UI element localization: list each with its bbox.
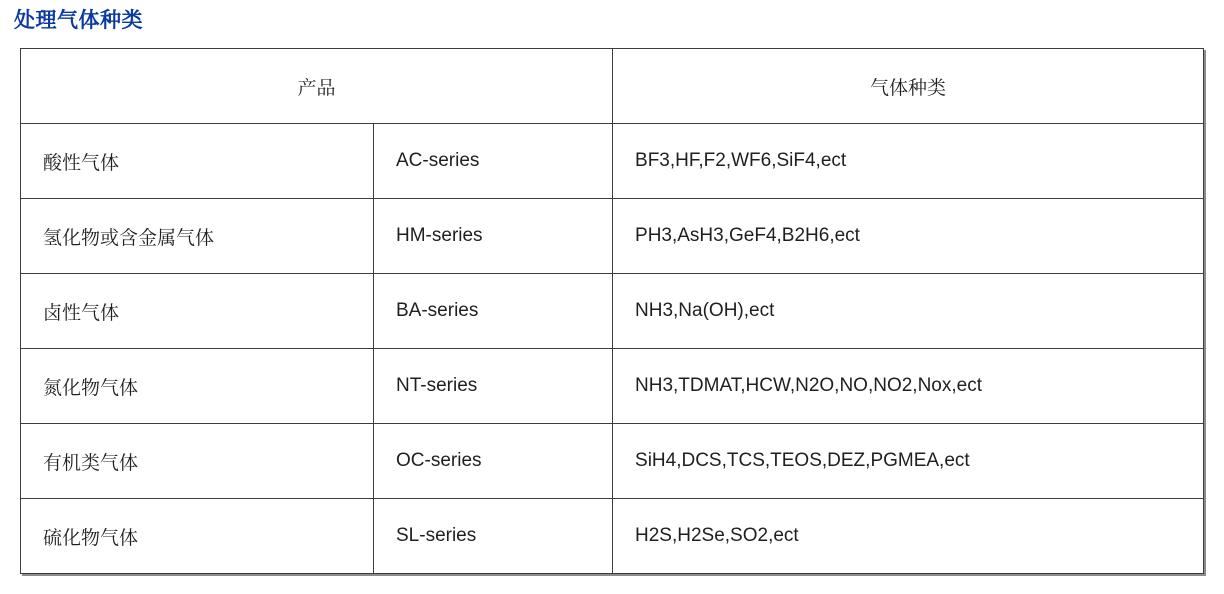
table-row	[21, 349, 1204, 424]
cell-series: BA-series	[374, 274, 613, 349]
cell-category: 酸性气体	[21, 124, 374, 199]
cell-category: 氮化物气体	[21, 349, 374, 424]
table-row	[21, 499, 1204, 574]
cell-gases: BF3,HF,F2,WF6,SiF4,ect	[613, 124, 1204, 199]
cell-gases: NH3,TDMAT,HCW,N2O,NO,NO2,Nox,ect	[613, 349, 1204, 424]
cell-series: NT-series	[374, 349, 613, 424]
cell-series: HM-series	[374, 199, 613, 274]
table-row	[21, 274, 1204, 349]
table-row	[21, 199, 1204, 274]
cell-gases: SiH4,DCS,TCS,TEOS,DEZ,PGMEA,ect	[613, 424, 1204, 499]
page-title: 处理气体种类	[14, 9, 143, 32]
cell-category: 氢化物或含金属气体	[21, 199, 374, 274]
cell-category: 卤性气体	[21, 274, 374, 349]
cell-gases: NH3,Na(OH),ect	[613, 274, 1204, 349]
cell-series: OC-series	[374, 424, 613, 499]
cell-series: AC-series	[374, 124, 613, 199]
cell-gases: H2S,H2Se,SO2,ect	[613, 499, 1204, 574]
header-cell-product: 产品	[21, 49, 613, 124]
cell-category: 硫化物气体	[21, 499, 374, 574]
cell-gases: PH3,AsH3,GeF4,B2H6,ect	[613, 199, 1204, 274]
cell-series: SL-series	[374, 499, 613, 574]
header-cell-gas-types: 气体种类	[613, 49, 1204, 124]
cell-category: 有机类气体	[21, 424, 374, 499]
table-row	[21, 424, 1204, 499]
gas-types-table	[20, 48, 1204, 574]
table-row	[21, 124, 1204, 199]
table-header-row	[21, 49, 1204, 124]
